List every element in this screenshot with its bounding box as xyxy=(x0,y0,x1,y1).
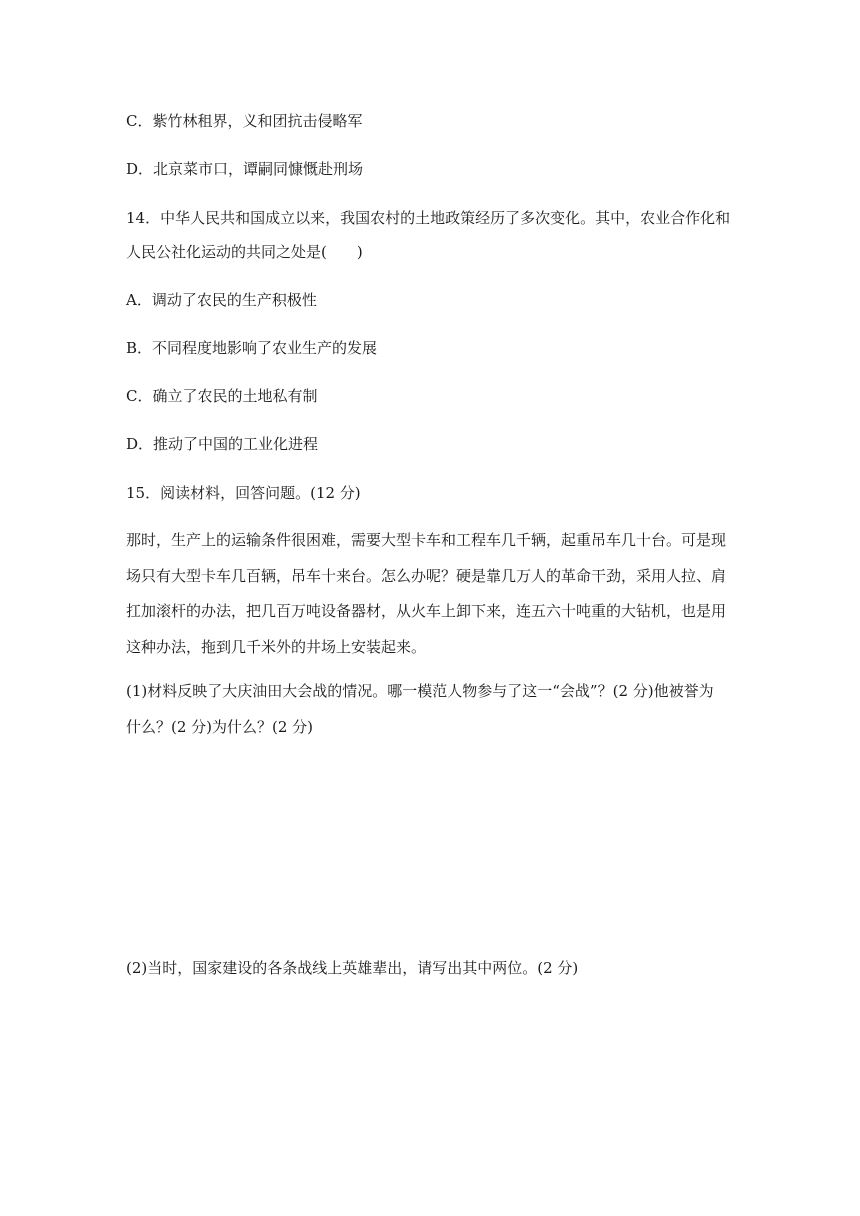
q15-stem: 15．阅读材料，回答问题。(12 分) xyxy=(126,484,361,502)
q14-stem-line2: 人民公社化运动的共同之处是( ) xyxy=(126,243,363,261)
sub1-line: 什么？(2 分)为什么？(2 分) xyxy=(126,717,314,736)
material-line: 场只有大型卡车几百辆，吊车十来台。怎么办呢？硬是靠几万人的革命干劲，采用人拉、肩 xyxy=(126,566,727,585)
q14-option-a: A．调动了农民的生产积极性 xyxy=(126,291,317,309)
q15-material xyxy=(126,523,738,665)
sub1-line: (1)材料反映了大庆油田大会战的情况。哪一模范人物参与了这一“会战”？(2 分)他被誉为 xyxy=(126,682,714,700)
q14-option-c: C．确立了农民的土地私有制 xyxy=(126,387,318,405)
q15-sub1 xyxy=(126,674,738,745)
q13-option-d: D．北京菜市口，谭嗣同慷慨赴刑场 xyxy=(126,160,364,178)
material-line: 那时，生产上的运输条件很困难，需要大型卡车和工程车几千辆，起重吊车几十台。可是现 xyxy=(126,531,727,549)
q14-option-b: B．不同程度地影响了农业生产的发展 xyxy=(126,339,378,357)
q14-stem-line1: 14．中华人民共和国成立以来，我国农村的土地政策经历了多次变化。其中，农业合作化和 xyxy=(126,209,731,227)
q15-sub2: (2)当时，国家建设的各条战线上英雄辈出，请写出其中两位。(2 分) xyxy=(126,959,579,977)
material-line: 这种办法，拖到几千米外的井场上安装起来。 xyxy=(126,637,427,656)
q13-option-c: C．紫竹林租界，义和团抗击侵略军 xyxy=(126,112,363,130)
material-line: 扛加滚杆的办法，把几百万吨设备器材，从火车上卸下来，连五六十吨重的大钻机，也是用 xyxy=(126,602,727,620)
q14-option-d: D．推动了中国的工业化进程 xyxy=(126,435,319,453)
